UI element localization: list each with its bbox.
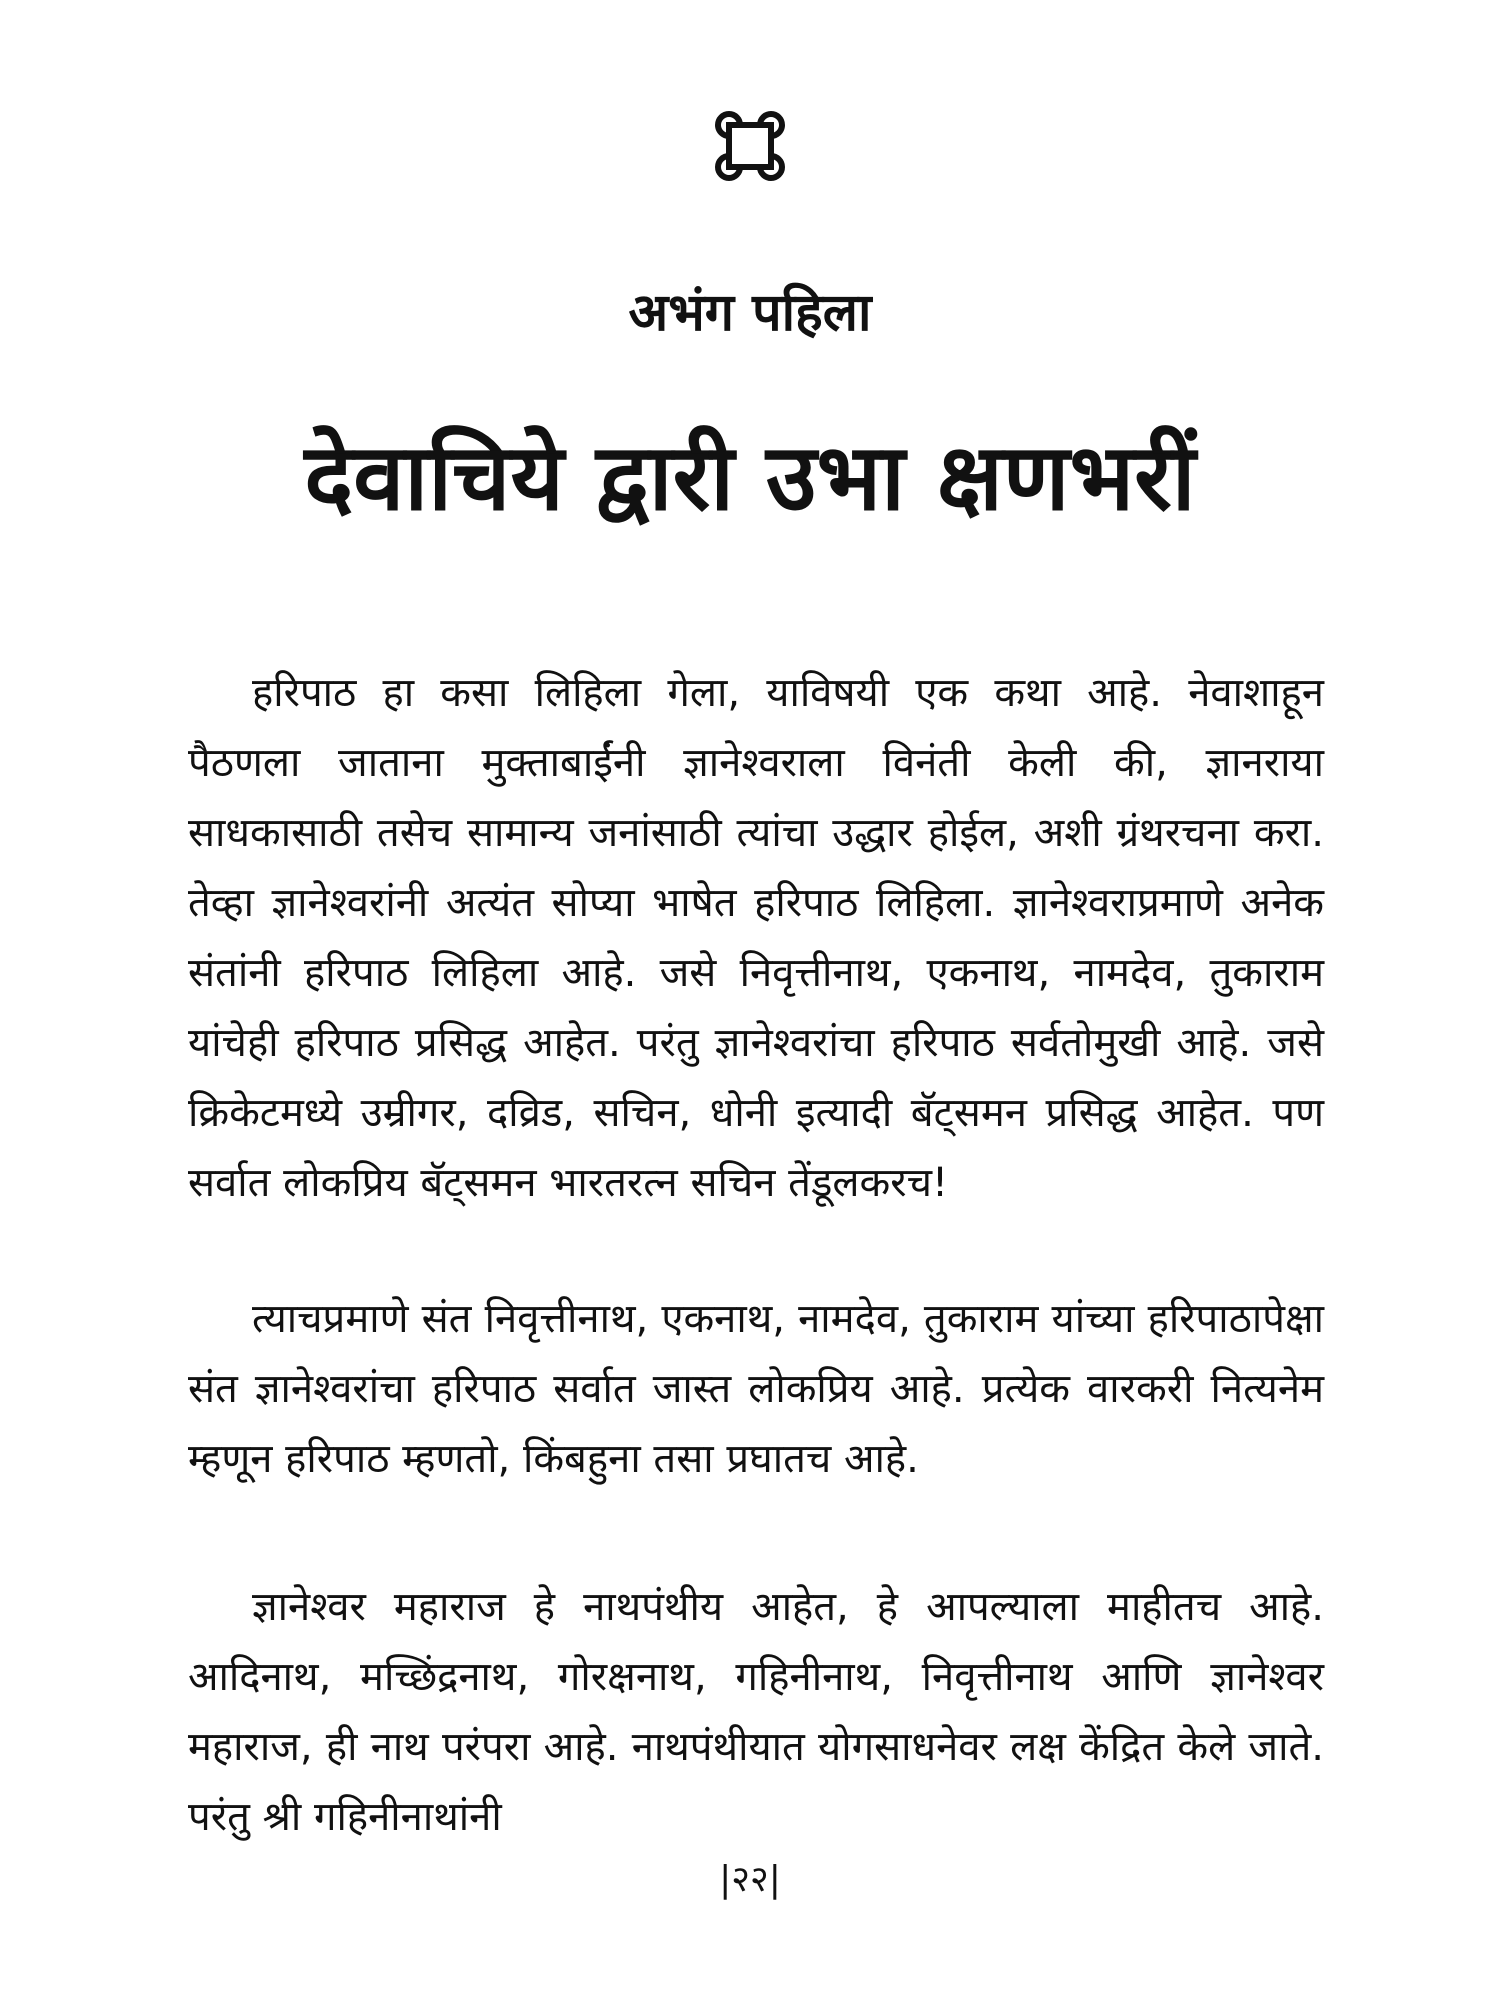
chapter-subtitle: अभंग पहिला — [628, 283, 872, 343]
paragraph-text: त्याचप्रमाणे संत निवृत्तीनाथ, एकनाथ, नामदेव, तुकाराम यांच्या हरिपाठापेक्षा संत ज्ञानेश्वरांचा हरिपाठ सर्वात जास्त लोकप्रिय आहे. प्रत्येक वारकरी नित्यनेम म्हणून हरिपाठ म्हणतो, किंबहुना तसा प्रघातच आहे. — [188, 1296, 1324, 1482]
page-number: |२२| — [719, 1859, 781, 1900]
paragraph-text: ज्ञानेश्वर महाराज हे नाथपंथीय आहेत, हे आपल्याला माहीतच आहे. आदिनाथ, मच्छिंद्रनाथ, गोरक्षनाथ, गहिनीनाथ, निवृत्तीनाथ आणि ज्ञानेश्वर महाराज, ही नाथ परंपरा आहे. नाथपंथीयात योगसाधनेवर लक्ष केंद्रित केले जाते. परंतु श्री गहिनीनाथांनी — [188, 1584, 1324, 1840]
looped-square-ornament-icon — [712, 169, 788, 188]
paragraph-text: हरिपाठ हा कसा लिहिला गेला, याविषयी एक कथा आहे. नेवाशाहून पैठणला जाताना मुक्ताबाईंनी ज्ञानेश्वराला विनंती केली की, ज्ञानराया साधकासाठी तसेच सामान्य जनांसाठी त्यांचा उद्धार होईल, अशी ग्रंथरचना करा. तेव्हा ज्ञानेश्वरांनी अत्यंत सोप्या भाषेत हरिपाठ लिहिला. ज्ञानेश्वराप्रमाणे अनेक संतांनी हरिपाठ लिहिला आहे. जसे निवृत्तीनाथ, एकनाथ, नामदेव, तुकाराम यांचेही हरिपाठ प्रसिद्ध आहेत. परंतु ज्ञानेश्वरांचा हरिपाठ सर्वतोमुखी आहे. जसे क्रिकेटमध्ये उम्रीगर, दव्रिड, सचिन, धोनी इत्यादी बॅट्समन प्रसिद्ध आहेत. पण सर्वात लोकप्रिय बॅट्समन भारतरत्न सचिन तेंडूलकरच! — [188, 670, 1324, 1206]
paragraph-3 — [188, 1572, 1324, 1852]
chapter-title: देवाचिये द्वारी उभा क्षणभरीं — [304, 424, 1196, 531]
paragraph-1 — [188, 658, 1324, 1218]
paragraph-2 — [188, 1284, 1324, 1494]
ornament — [0, 108, 1500, 188]
